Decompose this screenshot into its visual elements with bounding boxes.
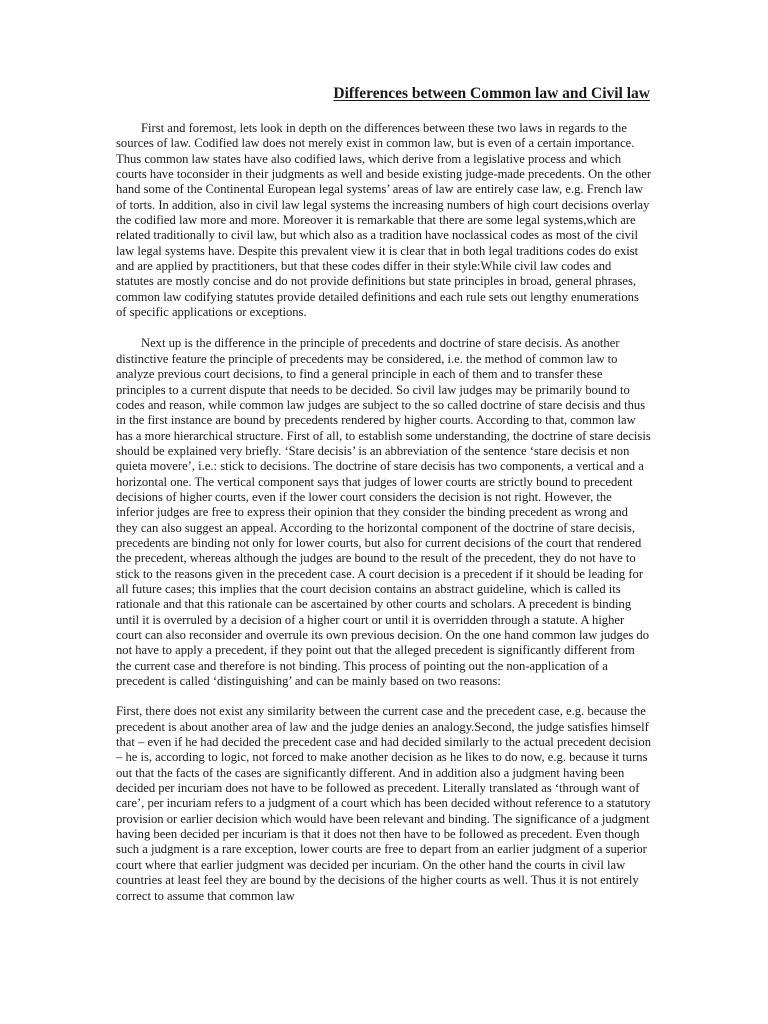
paragraph-stare-decisis: Next up is the difference in the principle of precedents and doctrine of stare decisis. As another distinctive feature the principle of precedents may be considered, i.e. the method of common law to analyze previous court decisions, to find a general principle in each of them and to transfer these principles to a current dispute that needs to be decided. So civil law judges may be primarily bound to codes and reason, while common law judges are subject to the so called doctrine of stare decisis and thus in the first instance are bound by precedents rendered by higher courts. According to that, common law has a more hierarchical structure. First of all, to establish some understanding, the doctrine of stare decisis should be explained very briefly. ‘Stare decisis’ is an abbreviation of the sentence ‘stare decisis et non quieta movere’, i.e.: stick to decisions. The doctrine of stare decisis has two components, a vertical and a horizontal one. The vertical component says that judges of lower courts are strictly bound to precedent decisions of higher courts, even if the lower court considers the decision is not right. However, the inferior judges are free to express their opinion that they consider the binding precedent as wrong and they can also suggest an appeal. According to the horizontal component of the doctrine of stare decisis, precedents are binding not only for lower courts, but also for current decisions of the court that rendered the precedent, whereas although the judges are bound to the result of the precedent, they do not have to stick to the reasons given in the precedent case. A court decision is a precedent if it should be leading for all future cases; this implies that the court decision contains an abstract guideline, which is called its rationale and that this rationale can be ascertained by other courts and scholars. A precedent is binding until it is overruled by a decision of a higher court or until it is overridden through a statute. A higher court can also reconsider and overrule its own previous decision. On the one hand common law judges do not have to apply a precedent, if they point out that the alleged precedent is significantly different from the current case and therefore is not binding. This process of pointing out the non-application of a precedent is called ‘distinguishing’ and can be mainly based on two reasons: bbox=[116, 336, 651, 689]
paragraph-distinguishing-reasons: First, there does not exist any similarity between the current case and the precedent case, e.g. because the precedent is about another area of law and the judge denies an analogy.Second, the judge satisfies himself that – even if he had decided the precedent case and had decided similarly to the actual precedent decision – he is, according to logic, not forced to make another decision as he likes to do now, e.g. because it turns out that the facts of the cases are significantly different. And in addition also a judgment having been decided per incuriam does not have to be followed as precedent. Literally translated as ‘through want of care’, per incuriam refers to a judgment of a court which has been decided without reference to a statutory provision or earlier decision which would have been relevant and binding. The significance of a judgment having been decided per incuriam is that it does not then have to be followed as precedent. Even though such a judgment is a rare exception, lower courts are free to depart from an earlier judgment of a superior court where that earlier judgment was decided per incuriam. On the other hand the courts in civil law countries at least feel they are bound by the decisions of the higher courts as well. Thus it is not entirely correct to assume that common law bbox=[116, 704, 652, 903]
document-title: Differences between Common law and Civil law bbox=[333, 85, 650, 102]
document-page bbox=[116, 84, 652, 904]
paragraph-sources-of-law: First and foremost, lets look in depth on the differences between these two laws in regards to the sources of law. Codified law does not merely exist in common law, but is even of a certain importance. Thus common law states have also codified laws, which derive from a legislative process and which courts have toconsider in their judgments as well and beside existing judge-made precedents. On the other hand some of the Continental European legal systems’ areas of law are entirely case law, e.g. French law of torts. In addition, also in civil law legal systems the increasing numbers of high court decisions overlay the codified law more and more. Moreover it is remarkable that there are some legal systems,which are related traditionally to civil law, but which also as a tradition have noclassical codes as most of the civil law legal systems have. Despite this prevalent view it is clear that in both legal traditions codes do exist and are applied by practitioners, but that these codes differ in their style:While civil law codes and statutes are mostly concise and do not provide definitions but state principles in broad, general phrases, common law codifying statutes provide detailed definitions and each rule sets out lengthy enumerations of specific applications or exceptions. bbox=[116, 121, 652, 320]
